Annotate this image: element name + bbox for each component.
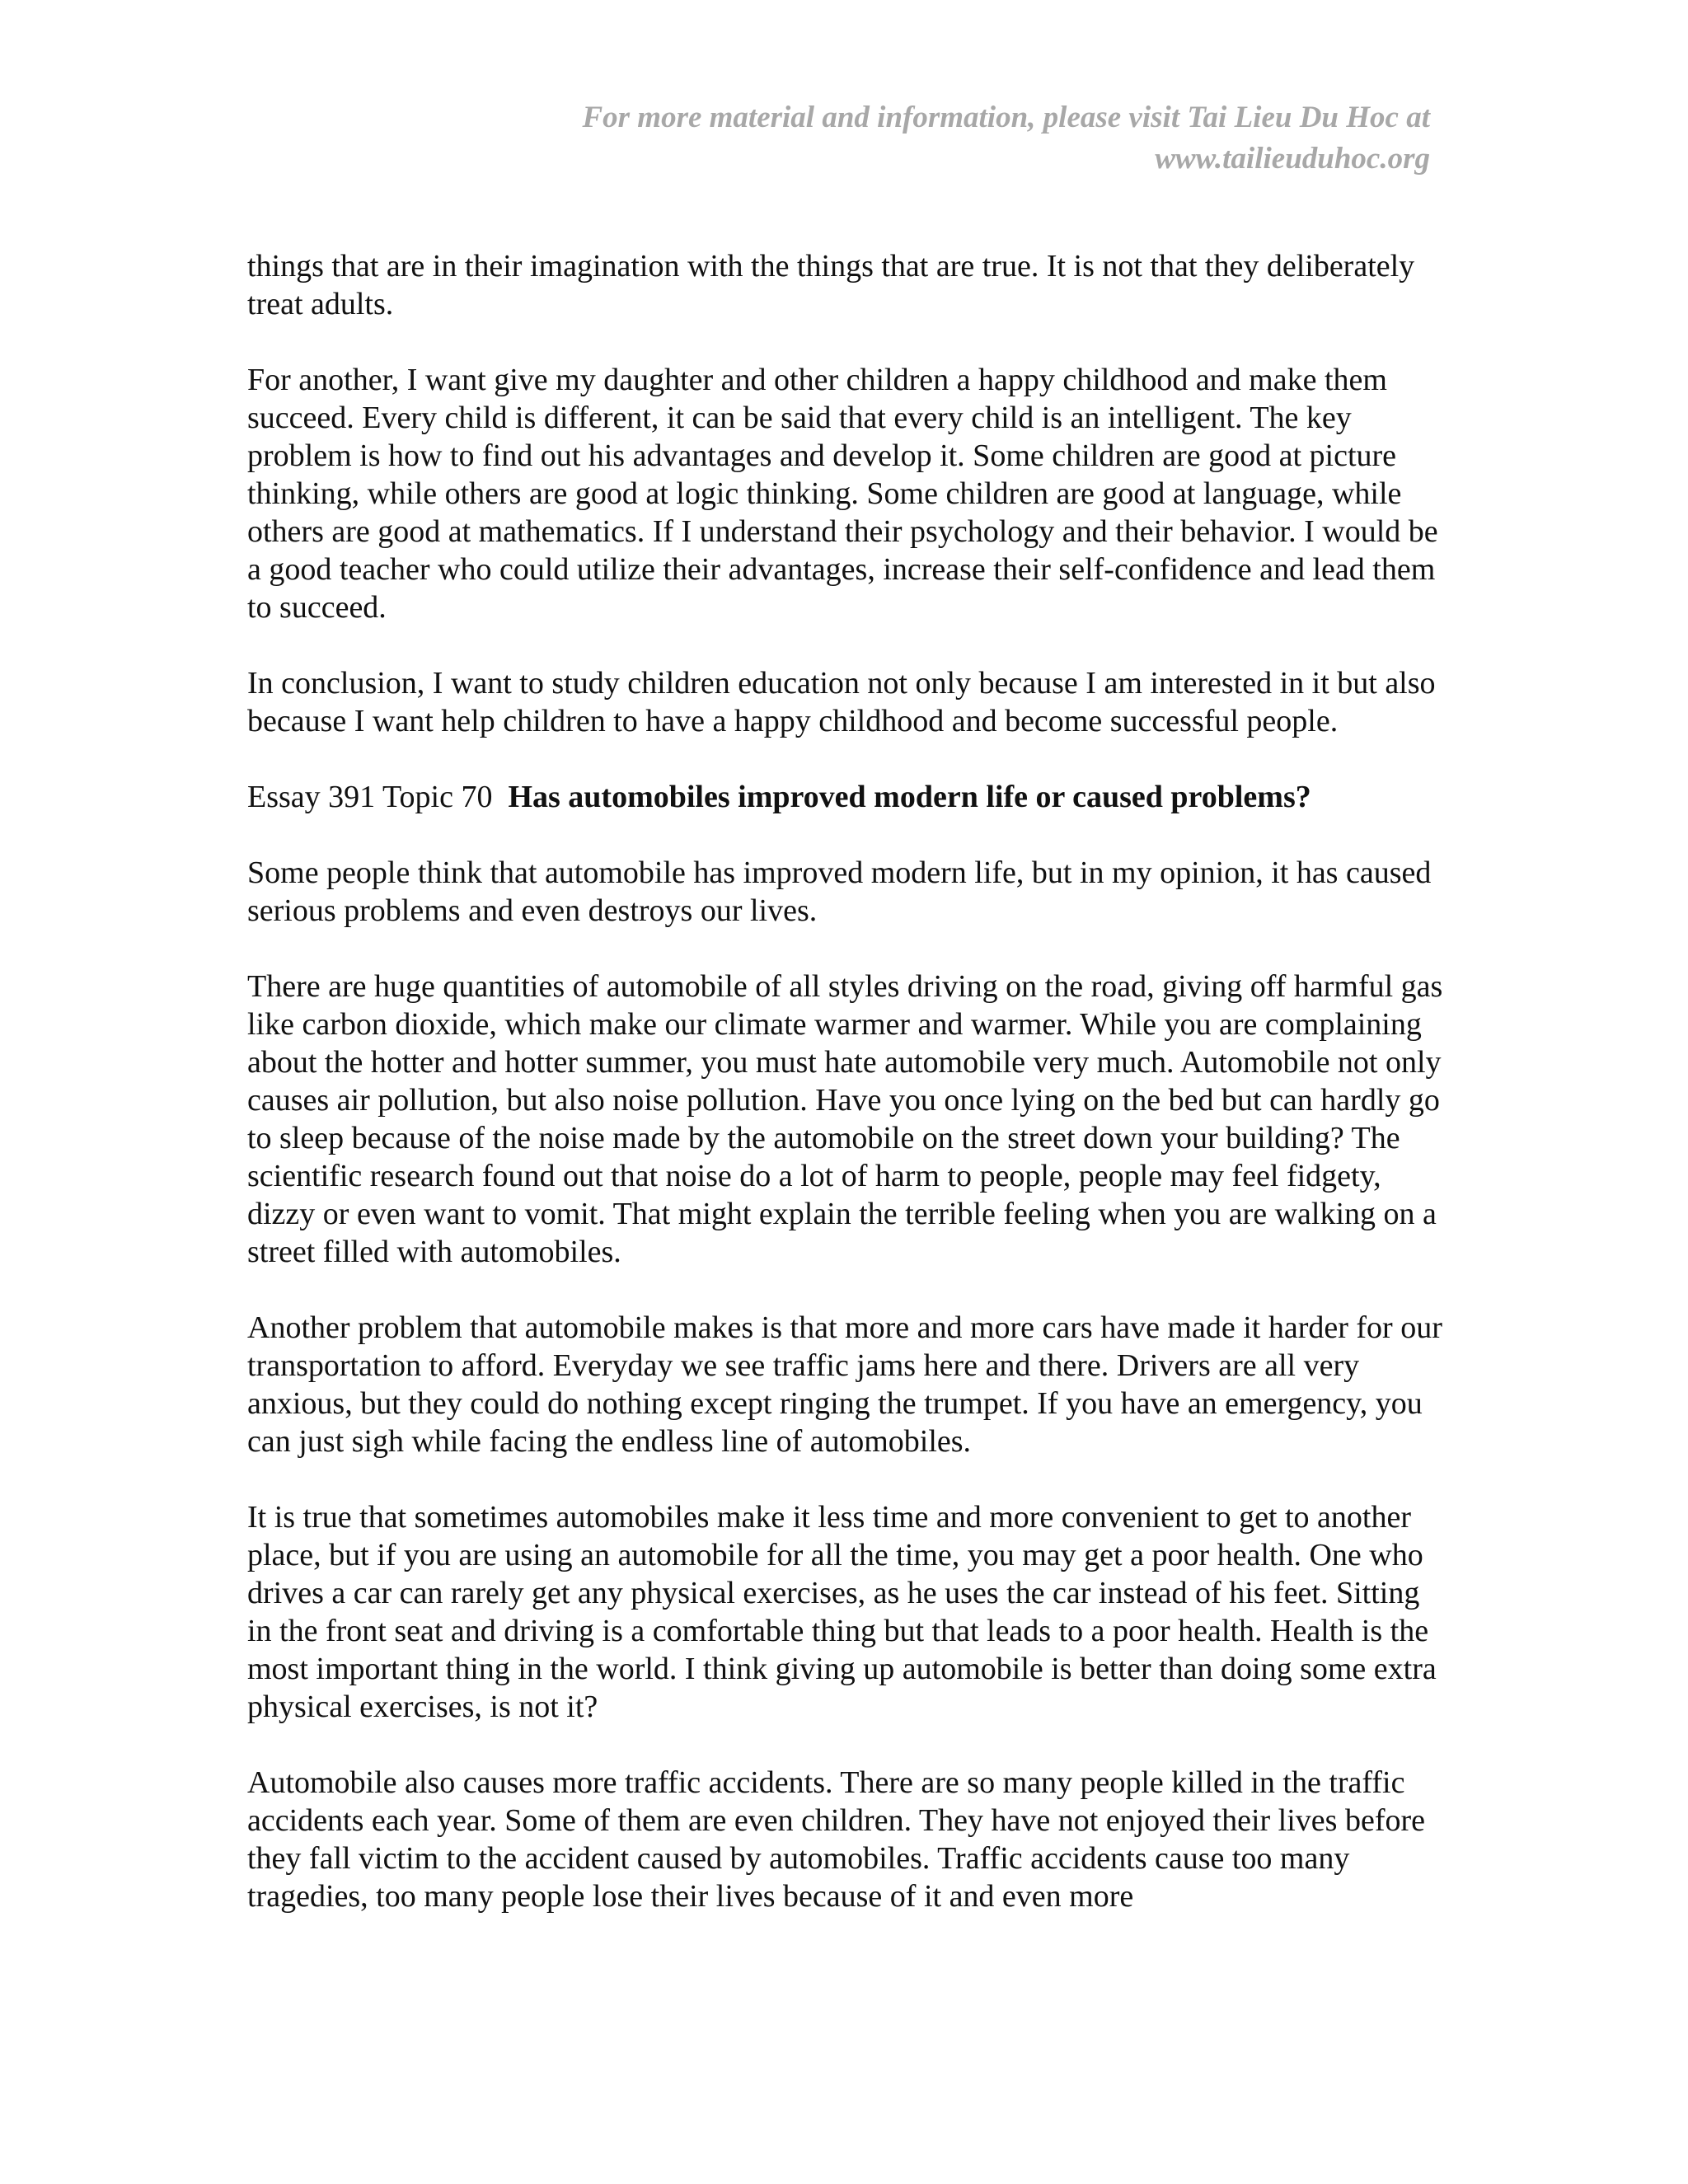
header-line-1: For more material and information, please visit Tai Lieu Du Hoc at [582, 101, 1430, 134]
paragraph: Some people think that automobile has improved modern life, but in my opinion, it has caused serious problems and even destroys our lives. [247, 855, 1432, 928]
header-line-2: www.tailieuduhoc.org [1155, 142, 1430, 176]
paragraph: In conclusion, I want to study children education not only because I am interested in it but also because I want help children to have a happy childhood and become successful people. [247, 666, 1436, 738]
paragraph: It is true that sometimes automobiles make it less time and more convenient to get to another place, but if you are using an automobile for all the time, you may get a poor health. One who drives a car can rarely get any physical exercises, as he uses the car instead of his feet. Sitting in the front seat and driving is a comfortable thing but that leads to a poor health. Health is the most important thing in the world. I think giving up automobile is better than doing some extra physical exercises, is not it? [247, 1500, 1437, 1724]
essay-title: Has automobiles improved modern life or caused problems? [508, 780, 1311, 814]
essay-number: Essay 391 Topic 70 [247, 780, 493, 814]
paragraph: Another problem that automobile makes is that more and more cars have made it harder for our transportation to afford. Everyday we see traffic jams here and there. Drivers are all very anxious, but they could do nothing except ringing the trumpet. If you have an emergency, you can just sigh while facing the endless line of automobiles. [247, 1310, 1442, 1459]
paragraph: things that are in their imagination with the things that are true. It is not that they deliberately treat adults. [247, 249, 1415, 321]
paragraph: For another, I want give my daughter and other children a happy childhood and make them succeed. Every child is different, it can be said that every child is an intelligent. The key problem is how to find out his advantages and develop it. Some children are good at picture thinking, while others are good at logic thinking. Some children are good at language, while others are good at mathematics. If I understand their psychology and their behavior. I would be a good teacher who could utilize their advantages, increase their self-confidence and lead them to succeed. [247, 363, 1438, 625]
paragraph: There are huge quantities of automobile of all styles driving on the road, giving off harmful gas like carbon dioxide, which make our climate warmer and warmer. While you are complaining about the hotter and hotter summer, you must hate automobile very much. Automobile not only causes air pollution, but also noise pollution. Have you once lying on the bed but can hardly go to sleep because of the noise made by the automobile on the street down your building? The scientific research found out that noise do a lot of harm to people, people may feel fidgety, dizzy or even want to vomit. That might explain the terrible feeling when you are walking on a street filled with automobiles. [247, 969, 1443, 1269]
page-header [441, 97, 1430, 180]
document-body [247, 247, 1451, 1953]
essay-heading [247, 778, 1451, 816]
paragraph: Automobile also causes more traffic accidents. There are so many people killed in the traffic accidents each year. Some of them are even children. They have not enjoyed their lives before they fall victim to the accident caused by automobiles. Traffic accidents cause too many tragedies, too many people lose their lives because of it and even more [247, 1765, 1425, 1914]
